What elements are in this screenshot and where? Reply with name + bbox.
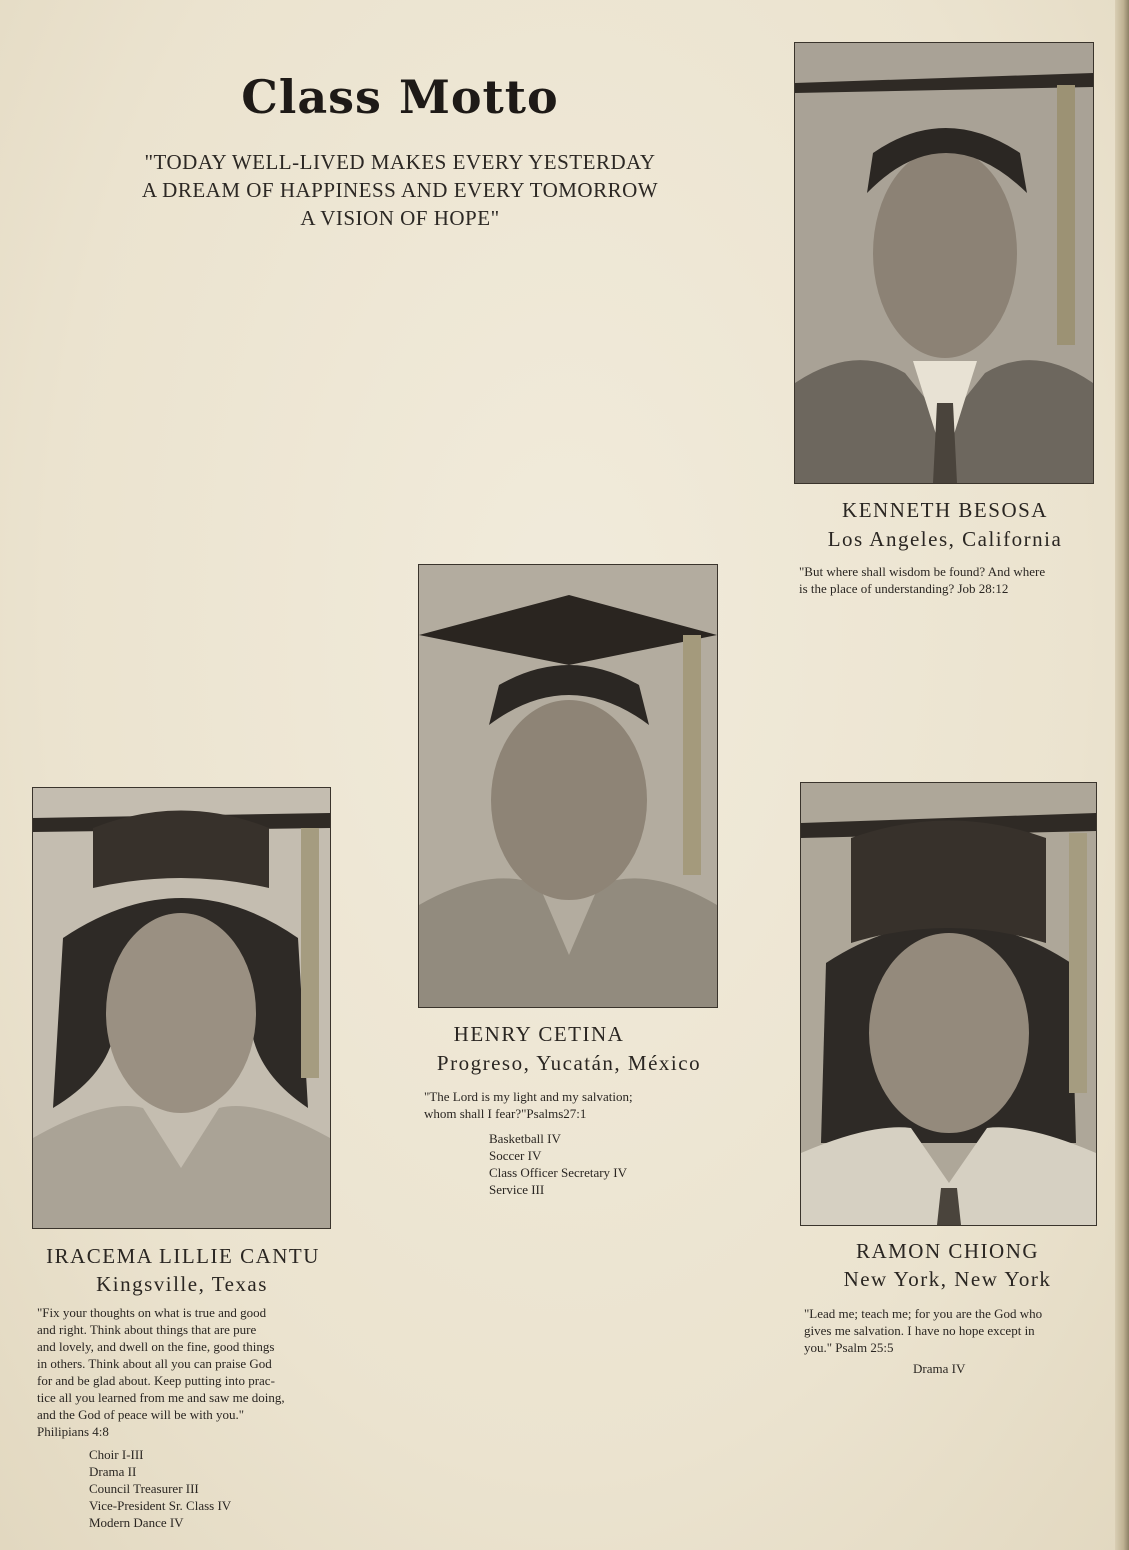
quote-line: "Lead me; teach me; for you are the God who (804, 1306, 1043, 1321)
quote-line: is the place of understanding? Job 28:12 (799, 581, 1009, 596)
senior-hometown: Los Angeles, California (827, 527, 1063, 551)
quote-line: and lovely, and dwell on the fine, good things (37, 1339, 275, 1354)
senior-portrait-photo (800, 782, 1097, 1226)
quote-line: for and be glad about. Keep putting into prac- (37, 1373, 275, 1388)
activity-item: Soccer IV (489, 1148, 542, 1163)
quote-line: Philipians 4:8 (37, 1424, 109, 1439)
quote-line: "The Lord is my light and my salvation; (424, 1089, 633, 1104)
quote-line: gives me salvation. I have no hope except in (804, 1323, 1035, 1338)
activity-item: Council Treasurer III (89, 1481, 199, 1496)
senior-quote (424, 1088, 724, 1122)
motto-line: A DREAM OF HAPPINESS AND EVERY TOMORROW (141, 178, 659, 202)
activity-item: Drama IV (913, 1361, 966, 1376)
motto-line: "TODAY WELL-LIVED MAKES EVERY YESTERDAY (144, 150, 656, 174)
quote-line: and the God of peace will be with you." (37, 1407, 245, 1422)
activity-item: Service III (489, 1182, 545, 1197)
senior-name: RAMON CHIONG (855, 1239, 1040, 1263)
activity-item: Drama II (89, 1464, 137, 1479)
activity-item: Class Officer Secretary IV (489, 1165, 628, 1180)
motto-text (80, 148, 720, 232)
activities-list (913, 1360, 1033, 1377)
activity-item: Choir I-III (89, 1447, 144, 1462)
senior-quote (804, 1305, 1104, 1356)
activities-list (89, 1446, 329, 1531)
motto-title: Class Motto (241, 70, 559, 124)
quote-line: and right. Think about things that are pure (37, 1322, 257, 1337)
page-edge (1115, 0, 1129, 1550)
activities-list (489, 1130, 709, 1198)
quote-line: in others. Think about all you can praise God (37, 1356, 272, 1371)
senior-hometown: Progreso, Yucatán, México (436, 1051, 702, 1075)
quote-line: whom shall I fear?"Psalms27:1 (424, 1106, 587, 1121)
senior-portrait-photo (794, 42, 1094, 484)
senior-portrait-photo (418, 564, 718, 1008)
activity-item: Modern Dance IV (89, 1515, 184, 1530)
senior-quote (799, 563, 1099, 597)
senior-portrait-photo (32, 787, 331, 1229)
motto-line: A VISION OF HOPE" (300, 206, 500, 230)
quote-line: you." Psalm 25:5 (804, 1340, 894, 1355)
activity-item: Basketball IV (489, 1131, 561, 1146)
senior-hometown: Kingsville, Texas (96, 1272, 268, 1296)
senior-name: KENNETH BESOSA (842, 498, 1048, 522)
senior-name: IRACEMA LILLIE CANTU (46, 1244, 320, 1268)
quote-line: "Fix your thoughts on what is true and good (37, 1305, 267, 1320)
quote-line: tice all you learned from me and saw me doing, (37, 1390, 285, 1405)
activity-item: Vice-President Sr. Class IV (89, 1498, 232, 1513)
senior-name: HENRY CETINA (453, 1022, 625, 1046)
senior-hometown: New York, New York (843, 1267, 1052, 1291)
senior-quote (37, 1304, 337, 1440)
quote-line: "But where shall wisdom be found? And where (799, 564, 1046, 579)
